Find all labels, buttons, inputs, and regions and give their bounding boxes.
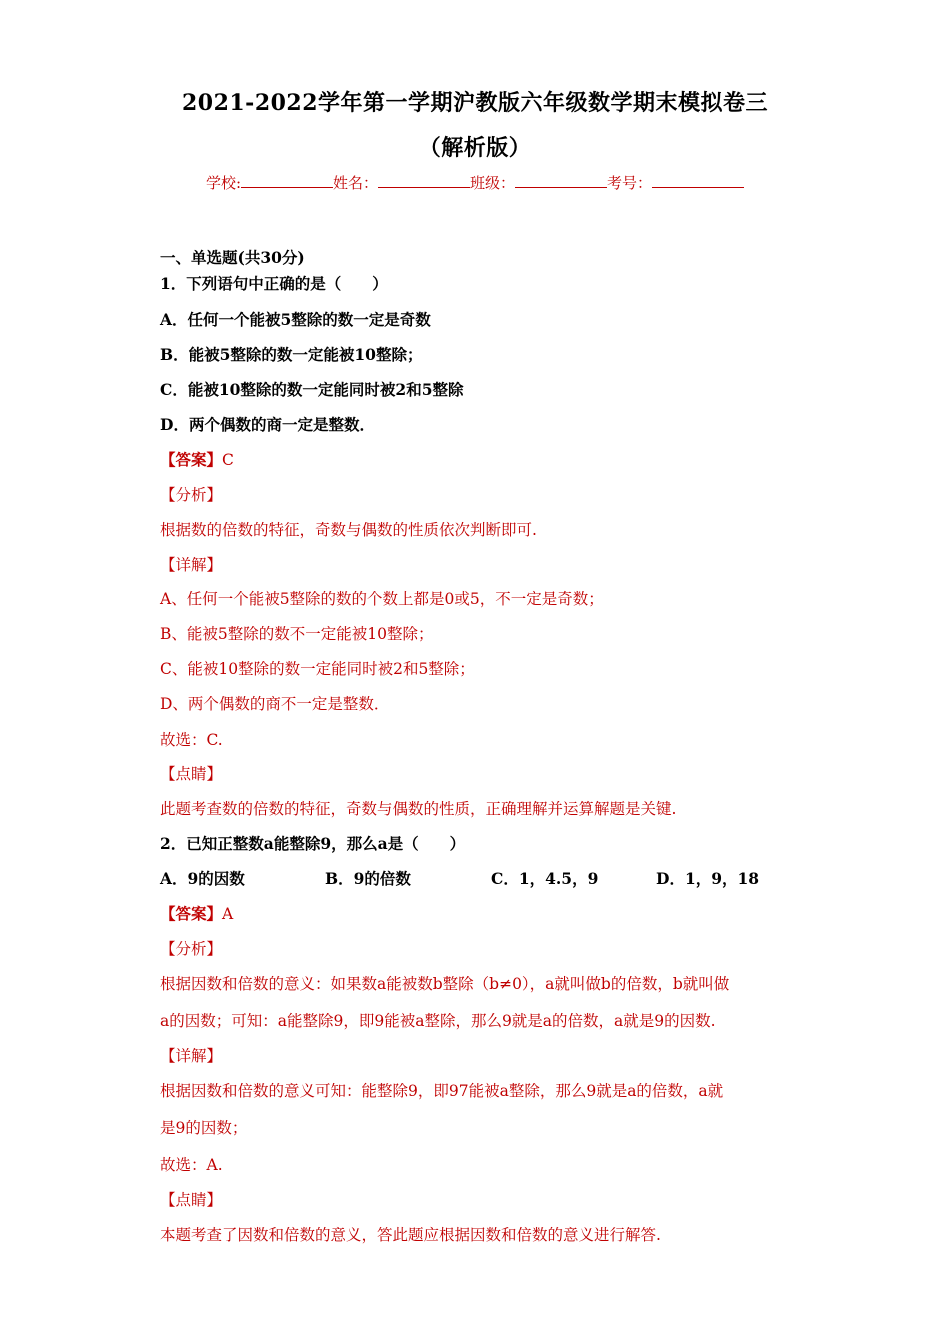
q2-answer <box>160 904 233 924</box>
q1-stem: 1．下列语句中正确的是（ ） <box>160 274 388 293</box>
page-subtitle: （解析版） <box>418 135 532 161</box>
name-blank <box>378 173 470 188</box>
q1-option-b: B．能被5整除的数一定能被10整除； <box>160 345 423 364</box>
q1-option-c: C．能被10整除的数一定能同时被2和5整除 <box>160 380 464 399</box>
q2-comment-text: 本题考查了因数和倍数的意义，答此题应根据因数和倍数的意义进行解答. <box>160 1226 661 1244</box>
class-blank <box>515 173 607 188</box>
q2-detail-line2: 是9的因数； <box>160 1119 248 1137</box>
q1-detail-d: D、两个偶数的商不一定是整数． <box>160 695 390 713</box>
q1-comment-label: 【点睛】 <box>160 765 223 783</box>
q2-option-a: A．9的因数 <box>160 869 245 888</box>
q2-choose: 故选：A. <box>160 1156 223 1174</box>
q2-option-b: B．9的倍数 <box>325 869 411 888</box>
q2-comment-label: 【点睛】 <box>160 1191 223 1209</box>
q1-detail-c: C、能被10整除的数一定能同时被2和5整除； <box>160 660 475 678</box>
school-label: 学校: <box>205 174 241 192</box>
student-info-line <box>0 172 950 193</box>
q2-stem: 2．已知正整数a能整除9，那么a是（ ） <box>160 834 466 853</box>
name-label: 姓名： <box>333 174 379 192</box>
q1-comment-text: 此题考查数的倍数的特征，奇数与偶数的性质，正确理解并运算解题是关键. <box>160 800 677 818</box>
q1-detail-a: A、任何一个能被5整除的数的个数上都是0或5，不一定是奇数； <box>160 590 604 608</box>
q1-answer-label: 【答案】 <box>160 450 223 469</box>
q2-detail-line1: 根据因数和倍数的意义可知：能整除9，即97能被a整除，那么9就是a的倍数，a就 <box>160 1082 724 1100</box>
q2-analysis-line1: 根据因数和倍数的意义：如果数a能被数b整除（b≠0），a就叫做b的倍数，b就叫做 <box>160 975 730 993</box>
exam-no-label: 考号： <box>607 174 653 192</box>
q2-analysis-label: 【分析】 <box>160 940 223 958</box>
q2-analysis-line2: a的因数；可知：a能整除9，即9能被a整除，那么9就是a的倍数，a就是9的因数. <box>160 1012 716 1030</box>
q2-detail-label: 【详解】 <box>160 1047 223 1065</box>
q1-answer-value: C <box>222 451 234 469</box>
page-title: 2021-2022学年第一学期沪教版六年级数学期末模拟卷三 <box>181 90 769 116</box>
q1-analysis-text: 根据数的倍数的特征，奇数与偶数的性质依次判断即可. <box>160 521 537 539</box>
section-heading: 一、单选题(共30分) <box>160 248 305 267</box>
q1-option-a: A．任何一个能被5整除的数一定是奇数 <box>160 310 431 329</box>
q1-choose: 故选：C. <box>160 731 223 749</box>
q2-option-d: D．1，9，18 <box>656 869 760 888</box>
q2-option-c: C．1，4.5，9 <box>491 869 599 888</box>
exam-no-blank <box>652 173 744 188</box>
q2-answer-label: 【答案】 <box>160 904 223 923</box>
q1-answer <box>160 450 234 470</box>
q1-detail-label: 【详解】 <box>160 556 223 574</box>
q2-answer-value: A <box>222 905 234 923</box>
school-blank <box>241 173 333 188</box>
class-label: 班级： <box>470 174 516 192</box>
q1-option-d: D．两个偶数的商一定是整数． <box>160 415 375 434</box>
q1-analysis-label: 【分析】 <box>160 486 223 504</box>
q1-detail-b: B、能被5整除的数不一定能被10整除； <box>160 625 434 643</box>
